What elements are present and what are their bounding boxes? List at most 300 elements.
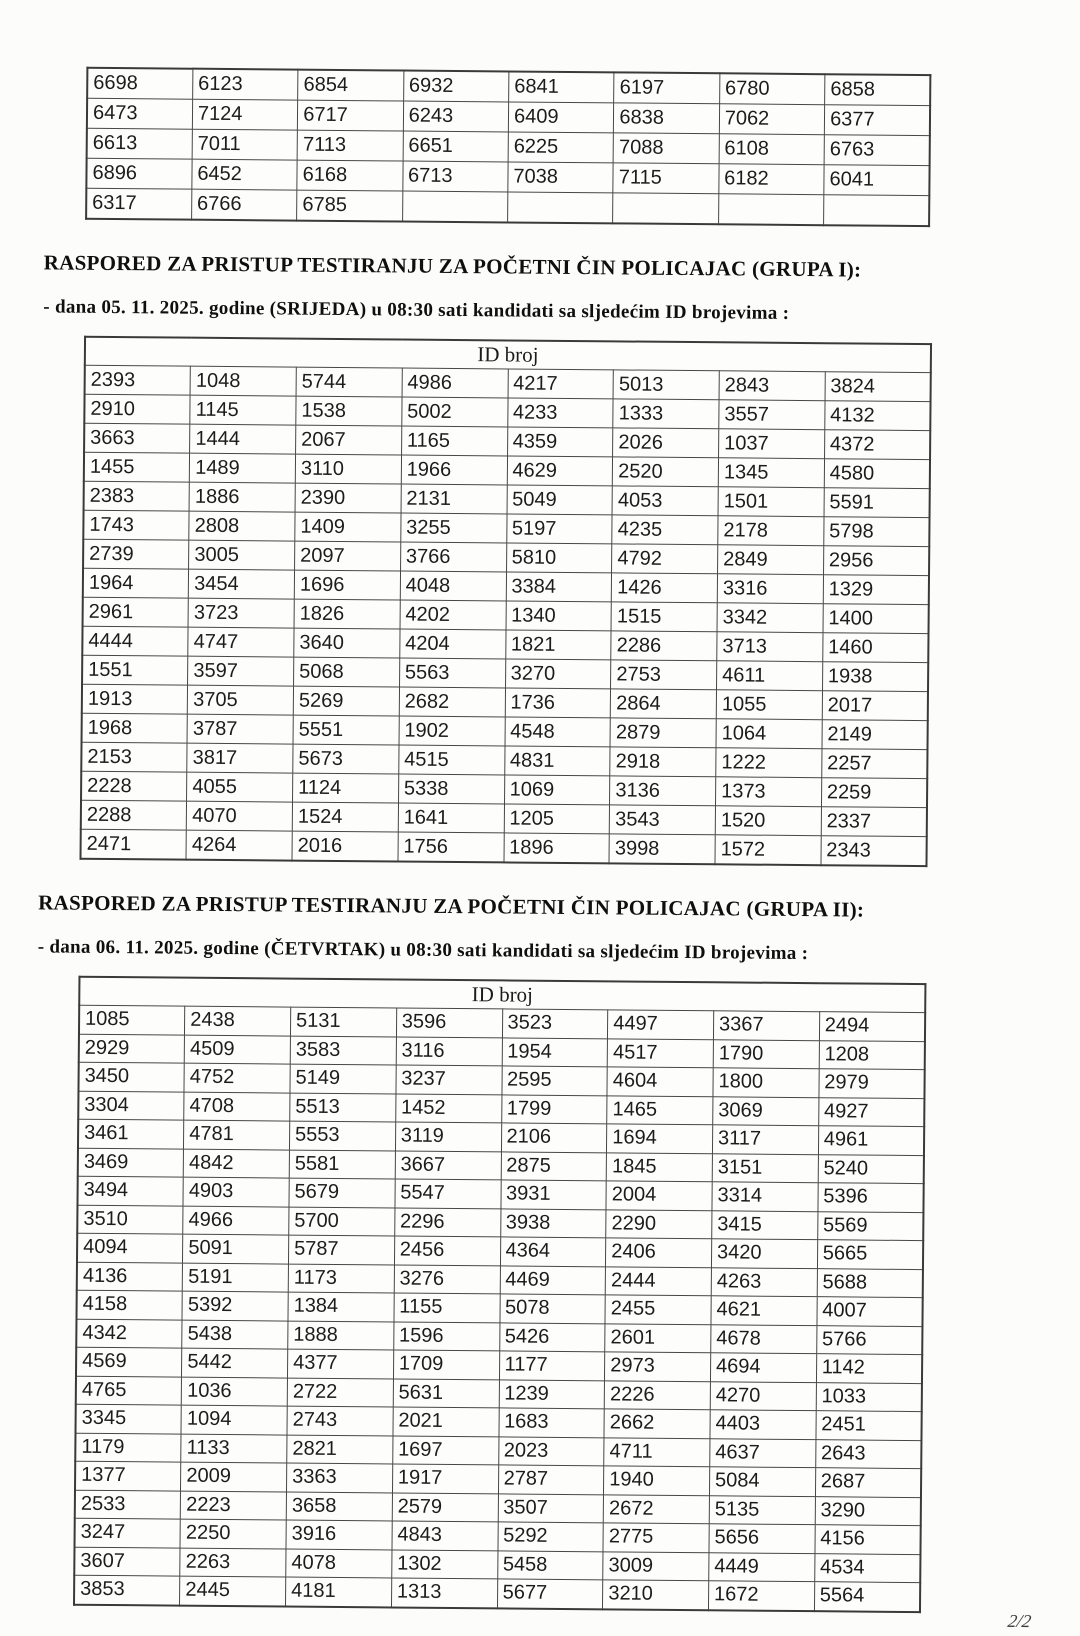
id-cell: 2643 [815,1439,921,1468]
id-cell: 5513 [290,1093,396,1122]
id-cell: 5744 [296,367,402,397]
id-cell: 4708 [184,1092,290,1121]
id-cell: 6763 [824,135,930,166]
id-cell: 4517 [607,1038,713,1067]
id-cell: 5563 [399,658,505,688]
id-cell: 2131 [401,484,507,514]
id-cell: 2026 [613,428,719,458]
id-cell: 4611 [717,661,823,691]
id-cell: 4181 [285,1577,391,1607]
id-cell: 2259 [821,778,927,808]
id-cell: 6041 [824,165,930,196]
id-cell: 4515 [399,745,505,775]
id-cell: 6713 [402,161,508,192]
id-cell: 1313 [391,1578,497,1608]
id-cell [402,191,508,222]
id-cell: 3931 [500,1180,606,1209]
id-cell: 5677 [497,1579,603,1609]
id-cell: 2595 [501,1066,607,1095]
id-cell: 5442 [182,1348,288,1377]
id-cell: 4156 [815,1525,921,1554]
id-cell: 3507 [498,1493,604,1522]
id-cell: 1968 [82,713,188,743]
id-cell: 1384 [288,1292,394,1321]
id-cell: 1173 [288,1264,394,1293]
id-cell: 2296 [394,1207,500,1236]
id-cell: 2787 [498,1465,604,1494]
id-cell: 5091 [183,1234,289,1263]
id-cell: 4403 [710,1410,816,1439]
id-cell: 4621 [711,1296,817,1325]
id-cell: 5149 [290,1064,396,1093]
id-cell: 1888 [288,1321,394,1350]
id-cell: 5665 [817,1240,923,1269]
id-cell: 3367 [713,1011,819,1040]
id-cell: 1340 [506,601,612,631]
id-cell: 2494 [819,1012,925,1041]
continuation-id-table [85,67,931,227]
id-cell: 3523 [502,1009,608,1038]
id-cell: 1460 [823,633,929,663]
id-cell: 4270 [710,1381,816,1410]
id-cell: 2601 [605,1323,711,1352]
id-cell: 3450 [78,1062,184,1091]
id-cell: 1845 [606,1152,712,1181]
id-cell: 1452 [395,1093,501,1122]
id-cell: 6841 [509,71,615,102]
id-cell: 5581 [289,1150,395,1179]
id-cell: 2722 [287,1378,393,1407]
id-cell: 5084 [709,1467,815,1496]
id-cell: 2286 [611,631,717,661]
id-cell: 6896 [86,158,192,189]
id-cell: 3151 [712,1153,818,1182]
id-cell: 4136 [77,1262,183,1291]
id-cell: 1520 [715,806,821,836]
id-cell: 2178 [718,516,824,546]
id-cell: 3705 [188,685,294,715]
id-cell: 1538 [296,396,402,426]
id-cell: 5547 [395,1179,501,1208]
id-cell: 3543 [609,805,715,835]
id-cell: 4747 [188,627,294,657]
id-cell: 4831 [504,746,610,776]
id-cell: 6838 [614,103,720,134]
id-cell: 1966 [401,455,507,485]
id-cell: 6932 [403,71,509,102]
id-cell: 3597 [188,656,294,686]
id-cell: 5700 [289,1207,395,1236]
id-cell: 1444 [190,424,296,454]
id-cell: 4444 [82,626,188,656]
id-cell: 1205 [504,804,610,834]
id-cell: 1826 [294,599,400,629]
id-cell: 3998 [609,834,715,864]
id-cell [718,194,824,225]
id-cell: 2821 [287,1435,393,1464]
id-cell: 2956 [823,546,929,576]
id-cell: 4342 [76,1319,182,1348]
id-cell: 2383 [84,481,190,511]
table-row [74,1575,920,1611]
id-cell: 4497 [608,1010,714,1039]
table-row [81,829,927,866]
id-cell: 5013 [613,370,719,400]
id-cell: 1696 [294,570,400,600]
id-cell: 3316 [717,574,823,604]
id-cell: 1940 [604,1466,710,1495]
id-cell: 4752 [184,1063,290,1092]
id-cell: 2879 [610,718,716,748]
id-cell: 5810 [506,543,612,573]
id-cell: 5396 [818,1183,924,1212]
id-cell: 1799 [501,1094,607,1123]
id-cell: 4534 [814,1553,920,1582]
id-cell: 3290 [815,1496,921,1525]
id-cell: 4377 [287,1349,393,1378]
id-cell: 5338 [398,774,504,804]
page-number: 2/2 [1006,1610,1033,1632]
id-cell: 3117 [712,1125,818,1154]
id-cell: 6243 [403,101,509,132]
id-cell: 1048 [190,366,296,396]
id-cell: 5292 [497,1522,603,1551]
id-cell: 2455 [605,1295,711,1324]
id-cell: 4055 [187,772,293,802]
id-cell: 2849 [718,545,824,575]
id-cell: 2753 [611,660,717,690]
id-cell: 3824 [825,372,931,402]
id-cell: 1165 [401,426,507,456]
id-cell: 2973 [605,1352,711,1381]
id-cell: 3663 [84,423,190,453]
id-cell: 3640 [294,628,400,658]
id-cell: 3510 [77,1205,183,1234]
id-cell: 1672 [708,1581,814,1611]
id-cell: 4233 [507,398,613,428]
id-cell [824,195,930,226]
id-cell: 1055 [716,690,822,720]
id-cell: 4792 [612,544,718,574]
id-cell: 1239 [499,1379,605,1408]
id-cell: 2263 [180,1548,286,1577]
id-cell: 1800 [713,1068,819,1097]
id-cell: 1155 [394,1293,500,1322]
id-cell: 6651 [403,131,509,162]
id-cell: 5458 [497,1550,603,1579]
id-cell: 2226 [604,1380,710,1409]
id-cell: 2017 [822,691,928,721]
id-cell: 2343 [821,836,927,866]
id-cell: 1036 [181,1377,287,1406]
id-cell: 2004 [606,1181,712,1210]
id-cell: 5551 [293,715,399,745]
id-cell: 2228 [81,771,187,801]
id-cell: 2533 [75,1490,181,1519]
id-cell: 2023 [498,1436,604,1465]
id-cell: 4765 [76,1376,182,1405]
id-cell: 3116 [396,1036,502,1065]
id-cell: 3723 [188,598,294,628]
id-cell: 4048 [400,571,506,601]
id-cell: 2438 [185,1006,291,1035]
id-cell: 1756 [398,832,504,862]
id-cell: 1572 [715,835,821,865]
id-cell: 3304 [78,1091,184,1120]
id-cell: 5766 [816,1325,922,1354]
id-cell: 1455 [84,452,190,482]
id-cell: 1964 [83,568,189,598]
id-cell: 1426 [612,573,718,603]
id-broj-header: ID broj [85,337,931,373]
id-cell: 1913 [82,684,188,714]
id-cell: 2682 [399,687,505,717]
id-cell: 3658 [286,1492,392,1521]
id-cell: 2662 [604,1409,710,1438]
id-cell: 3494 [77,1176,183,1205]
id-cell: 2579 [392,1492,498,1521]
id-cell: 3938 [500,1208,606,1237]
id-cell: 5197 [506,514,612,544]
id-cell: 5564 [814,1582,920,1612]
id-cell: 7113 [297,130,403,161]
id-cell: 1373 [715,777,821,807]
id-cell: 3787 [187,714,293,744]
id-cell: 3469 [78,1148,184,1177]
id-cell: 4629 [507,456,613,486]
id-cell: 6225 [508,132,614,163]
id-cell: 4158 [76,1290,182,1319]
id-cell: 7088 [613,133,719,164]
id-cell: 7124 [192,99,298,130]
id-cell: 4007 [817,1297,923,1326]
id-cell: 4961 [818,1126,924,1155]
id-cell: 5569 [817,1211,923,1240]
group2-subtitle: - dana 06. 11. 2025. godine (ČETVRTAK) u 08:30 sati kandidati sa sljedećim ID brojevima : [37,936,809,965]
id-cell: 2929 [79,1034,185,1063]
id-cell: 4263 [711,1267,817,1296]
id-cell: 4235 [612,515,718,545]
id-cell: 2672 [603,1494,709,1523]
id-cell: 4132 [825,401,931,431]
id-cell: 4604 [607,1067,713,1096]
id-cell: 3415 [712,1210,818,1239]
id-cell: 2067 [296,425,402,455]
id-cell: 2775 [603,1523,709,1552]
id-cell: 4781 [184,1120,290,1149]
id-cell: 6409 [508,102,614,133]
id-cell: 4264 [186,830,292,860]
id-cell: 5135 [709,1495,815,1524]
id-cell: 3607 [74,1547,180,1576]
id-cell [508,192,614,223]
id-cell: 4372 [824,430,930,460]
id-cell: 2097 [295,541,401,571]
id-cell: 1033 [816,1382,922,1411]
id-cell: 4053 [612,486,718,516]
id-cell: 1694 [607,1124,713,1153]
id-cell: 1551 [82,655,188,685]
id-cell: 1179 [75,1433,181,1462]
group1-subtitle: - dana 05. 11. 2025. godine (SRIJEDA) u 08:30 sati kandidati sa sljedećim ID brojevima : [43,296,790,324]
id-cell: 1094 [181,1405,287,1434]
id-cell: 1133 [181,1434,287,1463]
id-cell: 6182 [719,164,825,195]
id-cell: 4217 [508,369,614,399]
id-cell: 3596 [396,1008,502,1037]
id-cell: 3667 [395,1150,501,1179]
id-cell: 6377 [824,105,930,136]
id-cell: 1641 [398,803,504,833]
id-cell: 5068 [294,657,400,687]
id-cell: 2250 [180,1519,286,1548]
id-cell: 6858 [825,74,931,105]
id-cell: 1683 [498,1408,604,1437]
id-cell: 5787 [288,1235,394,1264]
id-cell: 4078 [286,1549,392,1578]
id-cell: 5191 [182,1263,288,1292]
id-cell: 5240 [818,1154,924,1183]
id-cell: 1896 [503,833,609,863]
id-cell: 3557 [719,400,825,430]
id-cell: 4678 [711,1324,817,1353]
id-cell: 1938 [822,662,928,692]
id-cell: 3110 [295,454,401,484]
id-cell: 2961 [83,597,189,627]
id-cell [613,193,719,224]
id-cell: 3454 [189,569,295,599]
id-cell: 5631 [393,1378,499,1407]
id-cell: 2149 [822,720,928,750]
id-cell: 6717 [298,100,404,131]
id-cell: 6473 [87,98,193,129]
id-cell: 5002 [402,397,508,427]
id-cell: 1333 [613,399,719,429]
id-cell: 4509 [184,1035,290,1064]
id-cell: 2979 [819,1069,925,1098]
id-cell: 2875 [501,1151,607,1180]
id-cell: 1222 [716,748,822,778]
id-cell: 2451 [816,1411,922,1440]
id-cell: 2445 [180,1576,286,1606]
id-cell: 2808 [189,511,295,541]
id-cell: 3009 [603,1551,709,1580]
id-cell: 1409 [295,512,401,542]
id-cell: 4449 [709,1552,815,1581]
id-cell: 2444 [605,1266,711,1295]
id-cell: 6613 [87,128,193,159]
id-cell: 2406 [606,1238,712,1267]
id-cell: 5426 [499,1322,605,1351]
id-cell: 3342 [717,603,823,633]
id-cell: 4070 [187,801,293,831]
id-cell: 5392 [182,1291,288,1320]
id-cell: 4569 [76,1347,182,1376]
id-cell: 5553 [289,1121,395,1150]
id-broj-header: ID broj [79,977,925,1013]
id-cell: 5078 [499,1294,605,1323]
id-cell: 3853 [74,1575,180,1605]
group2-id-table [73,976,926,1613]
id-cell: 6317 [86,188,192,219]
id-cell: 4694 [710,1353,816,1382]
id-cell: 6452 [192,159,298,190]
id-cell: 5656 [709,1524,815,1553]
id-cell: 1743 [83,510,189,540]
id-cell: 4548 [505,717,611,747]
id-cell: 2288 [81,800,187,830]
id-cell: 7038 [508,162,614,193]
id-cell: 2910 [84,394,190,424]
id-cell: 1124 [293,773,399,803]
group2-title: RASPORED ZA PRISTUP TESTIRANJU ZA POČETNI ČIN POLICAJAC (GRUPA II): [38,890,865,922]
id-cell: 1886 [189,482,295,512]
id-cell: 2016 [292,831,398,861]
id-cell: 2456 [394,1236,500,1265]
id-cell: 1489 [190,453,296,483]
id-cell: 1697 [392,1435,498,1464]
id-cell: 1736 [505,688,611,718]
id-cell: 2290 [606,1209,712,1238]
id-cell: 2743 [287,1406,393,1435]
id-cell: 2021 [393,1407,499,1436]
id-cell: 4202 [400,600,506,630]
id-cell: 3461 [78,1119,184,1148]
id-cell: 3119 [395,1122,501,1151]
id-cell: 4359 [507,427,613,457]
id-cell: 1501 [718,487,824,517]
id-cell: 1524 [292,802,398,832]
id-cell: 6197 [614,72,720,103]
id-cell: 1400 [823,604,929,634]
id-cell: 6854 [298,70,404,101]
id-cell: 3136 [610,776,716,806]
id-cell: 3817 [187,743,293,773]
id-cell: 6785 [297,190,403,221]
id-cell: 5591 [824,488,930,518]
id-cell: 1142 [816,1354,922,1383]
id-cell: 2337 [821,807,927,837]
id-cell: 5688 [817,1268,923,1297]
id-cell: 1377 [75,1461,181,1490]
id-cell: 2471 [81,829,187,859]
id-cell: 3713 [717,632,823,662]
id-cell: 5131 [290,1007,396,1036]
id-cell: 4094 [77,1233,183,1262]
id-cell: 4711 [604,1437,710,1466]
id-cell: 3247 [75,1518,181,1547]
id-cell: 4580 [824,459,930,489]
id-cell: 3384 [506,572,612,602]
id-cell: 3916 [286,1520,392,1549]
id-cell: 7011 [192,129,298,160]
id-cell: 1902 [399,716,505,746]
id-cell: 4364 [500,1237,606,1266]
id-cell: 1345 [718,458,824,488]
id-cell: 3276 [394,1264,500,1293]
id-cell: 3766 [400,542,506,572]
id-cell: 1064 [716,719,822,749]
id-cell: 6698 [87,68,193,99]
id-cell: 1596 [393,1321,499,1350]
group1-id-table [80,336,933,867]
id-cell: 4903 [183,1177,289,1206]
id-cell: 5269 [293,686,399,716]
id-cell: 3237 [396,1065,502,1094]
id-cell: 2257 [821,749,927,779]
id-cell: 2106 [501,1123,607,1152]
id-cell: 2393 [85,365,191,395]
